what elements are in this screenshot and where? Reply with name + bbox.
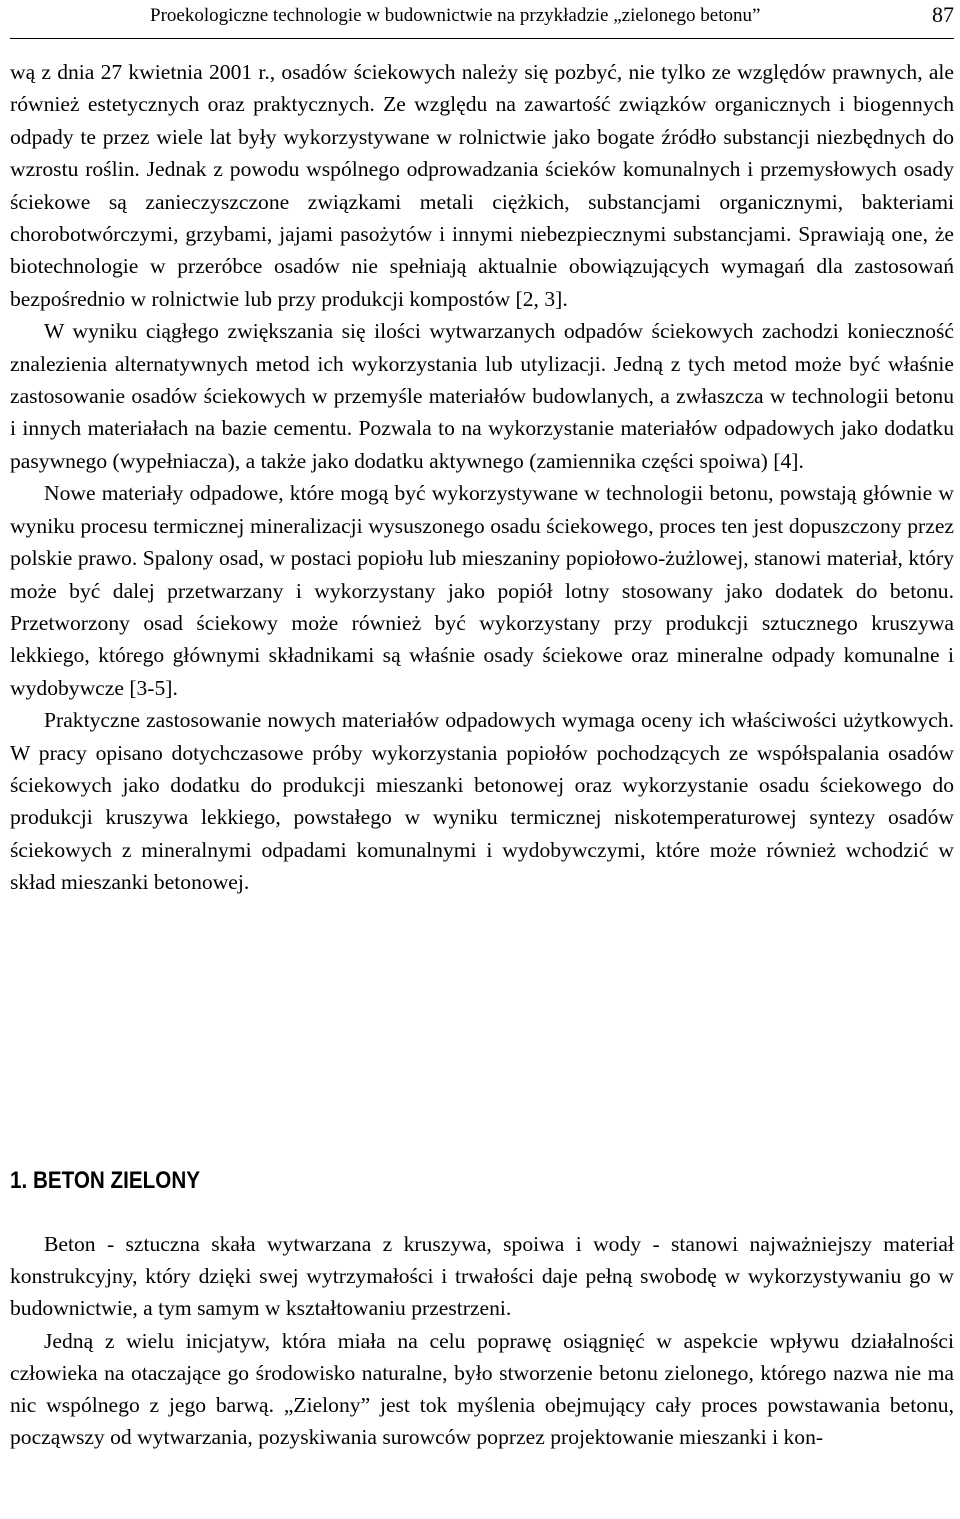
paragraph-green-concrete: Jedną z wielu inicjatyw, która miała na celu poprawę osiągnięć w aspekcie wpływu działalności człowieka na otaczające go środowisko naturalne, było stworzenie betonu zielonego, którego nazwa nie ma nic wspólnego z jego barwą. „Zielony” jest tok myślenia obejmujący cały proces powstawania betonu, począwszy od wytwarzania, pozyskiwania surowców poprzez projektowanie mieszanki i kon- bbox=[10, 1328, 954, 1450]
paragraph-continuation: wą z dnia 27 kwietnia 2001 r., osadów ściekowych należy się pozbyć, nie tylko ze względów prawnych, ale również estetycznych oraz praktycznych. Ze względu na zawartość związków organicznych i biogennych odpady te przez wiele lat były wykorzystywane w rolnictwie jako bogate źródło substancji niezbędnych do wzrostu roślin. Jednak z powodu wspólnego odprowadzania ścieków komunalnych i przemysłowych osady ściekowe są zanieczyszczone związkami metali ciężkich, substancjami organicznymi, bakteriami chorobotwórczymi, grzybami, jajami pasożytów i innymi niebezpiecznymi substancjami. Sprawiają one, że biotechnologie w przeróbce osadów nie spełniają aktualnie obowiązujących wymagań dla zastosowań bezpośrednio w rolnictwie lub przy produkcji kompostów [2, 3]. bbox=[10, 60, 954, 311]
paragraph-new-materials: Nowe materiały odpadowe, które mogą być wykorzystywane w technologii betonu, powstają głównie w wyniku procesu termicznej mineralizacji wysuszonego osadu ściekowego, proces ten jest dopuszczony przez polskie prawo. Spalony osad, w postaci popiołu lub mieszaniny popiołowo-żużlowej, stanowi materiał, który może być dalej przetwarzany i wykorzystany jako popiół lotny stosowany jako dodatek do betonu. Przetworzony osad ściekowy może również być wykorzystany przy produkcji sztucznego kruszywa lekkiego, którego głównymi składnikami są właśnie osady ściekowe oraz mineralne odpady komunalne i wydobywcze [3-5]. bbox=[10, 481, 954, 700]
body-text bbox=[10, 56, 954, 899]
running-header bbox=[10, 0, 954, 39]
paragraph-concrete-definition: Beton - sztuczna skała wytwarzana z kruszywa, spoiwa i wody - stanowi najważniejszy materiał konstrukcyjny, który dzięki swej wytrzymałości i trwałości daje pełną swobodę w wykorzystywaniu go w budownictwie, a tym samym w kształtowaniu przestrzeni. bbox=[10, 1232, 954, 1321]
section-heading: 1. BETON ZIELONY bbox=[10, 1167, 200, 1194]
page-number: 87 bbox=[932, 2, 954, 27]
section-body-text bbox=[10, 1228, 954, 1453]
running-title: Proekologiczne technologie w budownictwie na przykładzie „zielonego betonu” bbox=[150, 5, 761, 26]
paragraph-practical-use: Praktyczne zastosowanie nowych materiałów odpadowych wymaga oceny ich właściwości użytkowych. W pracy opisano dotychczasowe próby wykorzystania popiołów pochodzących ze współspalania osadów ściekowych jako dodatku do produkcji mieszanki betonowej oraz wykorzystanie osadu ściekowego do produkcji kruszywa lekkiego, powstałego w wyniku termicznej niskotemperaturowej syntezy osadów ściekowych z mineralnymi odpadami komunalnymi i wydobywczymi, które może również wchodzić w skład mieszanki betonowej. bbox=[10, 708, 954, 895]
paragraph-waste-growth: W wyniku ciągłego zwiększania się ilości wytwarzanych odpadów ściekowych zachodzi konieczność znalezienia alternatywnych metod ich wykorzystania lub utylizacji. Jedną z tych metod może być właśnie zastosowanie osadów ściekowych w przemyśle materiałów budowlanych, a zwłaszcza w technologii betonu i innych materiałach na bazie cementu. Pozwala to na wykorzystanie materiałów odpadowych jako dodatku pasywnego (wypełniacza), a także jako dodatku aktywnego (zamiennika części spoiwa) [4]. bbox=[10, 319, 954, 473]
